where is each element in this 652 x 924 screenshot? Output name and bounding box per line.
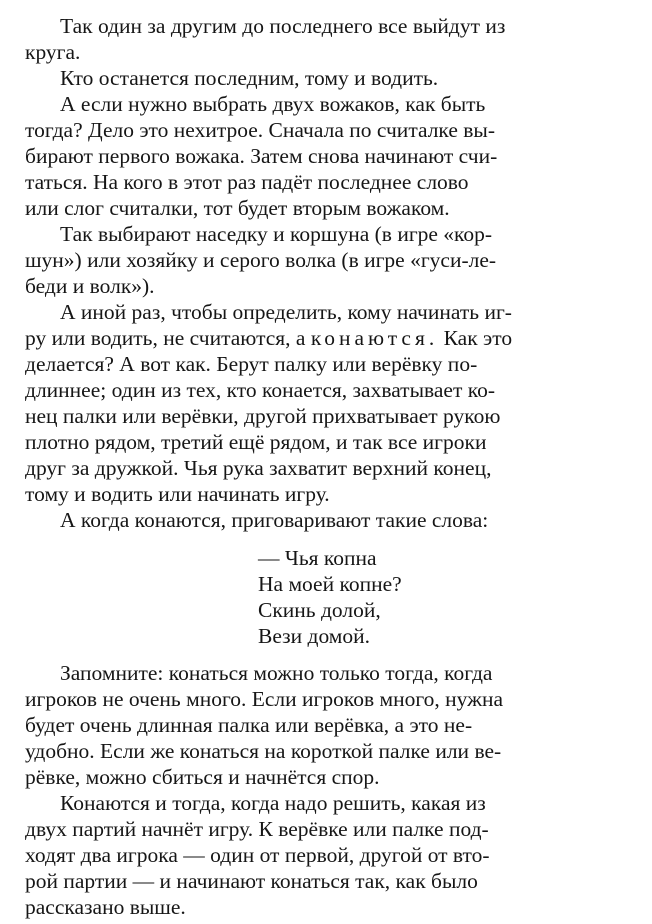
text-line: будет очень длинная палка или верёвка, а это не- bbox=[25, 713, 473, 737]
text-line bbox=[25, 326, 512, 352]
text-span: Как это bbox=[438, 326, 513, 350]
verse-line: На моей копне? bbox=[258, 572, 402, 596]
text-line: А если нужно выбрать двух вожаков, как быть bbox=[60, 92, 486, 116]
text-line: шун») или хозяйку и серого волка (в игре «гуси-ле- bbox=[25, 248, 497, 272]
text-line: Так один за другим до последнего все выйдут из bbox=[60, 14, 506, 38]
text-line: рой партии — и начинают конаться так, как было bbox=[25, 869, 478, 893]
text-span: ру или водить, не считаются, а bbox=[25, 326, 311, 350]
text-line: удобно. Если же конаться на короткой палке или ве- bbox=[25, 739, 502, 763]
text-line: игроков не очень много. Если игроков много, нужна bbox=[25, 687, 504, 711]
text-line: А когда конаются, приговаривают такие слова: bbox=[60, 508, 489, 532]
text-line: рёвке, можно сбиться и начнётся спор. bbox=[25, 765, 380, 789]
text-line: делается? А вот как. Берут палку или верёвку по- bbox=[25, 352, 478, 376]
text-line: друг за дружкой. Чья рука захватит верхний конец, bbox=[25, 456, 492, 480]
text-line: Кто останется последним, тому и водить. bbox=[60, 66, 439, 90]
text-line: бирают первого вожака. Затем снова начинают счи- bbox=[25, 144, 498, 168]
text-line: беди и волк»). bbox=[25, 274, 155, 298]
verse-line: Вези домой. bbox=[258, 624, 371, 648]
text-line: А иной раз, чтобы определить, кому начинать иг- bbox=[60, 300, 512, 324]
text-line: Конаются и тогда, когда надо решить, какая из bbox=[60, 791, 486, 815]
text-line: или слог считалки, тот будет вторым вожаком. bbox=[25, 196, 450, 220]
verse-line: — Чья копна bbox=[258, 546, 377, 570]
text-line: плотно рядом, третий ещё рядом, и так все игроки bbox=[25, 430, 487, 454]
text-line: Запомните: конаться можно только тогда, когда bbox=[60, 661, 493, 685]
text-line: тому и водить или начинать игру. bbox=[25, 482, 330, 506]
text-line: Так выбирают наседку и коршуна (в игре «кор- bbox=[60, 222, 493, 246]
text-line: длиннее; один из тех, кто конается, захватывает ко- bbox=[25, 378, 496, 402]
text-line: тогда? Дело это нехитрое. Сначала по считалке вы- bbox=[25, 118, 496, 142]
text-line: рассказано выше. bbox=[25, 895, 186, 919]
text-line: двух партий начнёт игру. К верёвке или палке под- bbox=[25, 817, 489, 841]
text-line: ходят два игрока — один от первой, другой от вто- bbox=[25, 843, 490, 867]
emphasized-word: конаются. bbox=[310, 326, 439, 350]
text-line: таться. На кого в этот раз падёт последнее слово bbox=[25, 170, 469, 194]
verse-line: Скинь долой, bbox=[258, 598, 381, 622]
text-line: нец палки или верёвки, другой прихватывает рукою bbox=[25, 404, 501, 428]
text-line: круга. bbox=[25, 40, 81, 64]
